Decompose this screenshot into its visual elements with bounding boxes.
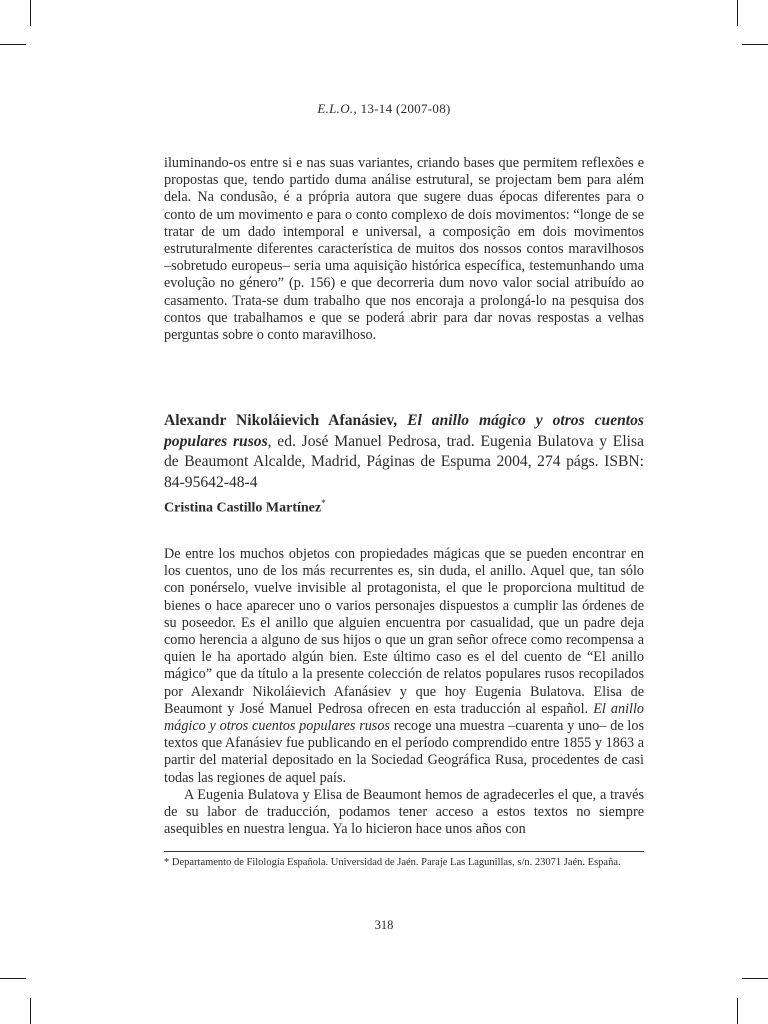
body-paragraph-1 — [164, 546, 644, 787]
crop-mark — [30, 0, 31, 26]
journal-issue: , 13-14 (2007-08) — [353, 101, 451, 116]
crop-mark — [30, 998, 31, 1024]
body-p1-end: recoge una muestra –cuarenta y uno– de los textos que Afanásiev fue publicando en el período comprendido entre 1855 y 1863 a partir del material depositado en la Sociedad Geográfica Rusa, procedentes de casi todas las regiones de aquel país. — [164, 718, 644, 786]
review-body — [164, 546, 644, 838]
reviewer-name-text: Cristina Castillo Martínez — [164, 500, 322, 516]
crop-mark — [737, 0, 738, 26]
review-details: , ed. José Manuel Pedrosa, trad. Eugenia Bulatova y Elisa de Beaumont Alcalde, Madrid, Páginas de Espuma 2004, 274 págs. ISBN: 84-95642-48-4 — [164, 432, 644, 491]
crop-mark — [742, 44, 768, 45]
body-paragraph-2: A Eugenia Bulatova y Elisa de Beaumont hemos de agradecerles el que, a través de su labor de traducción, podamos tener acceso a estos textos no siempre asequibles en nuestra lengua. Ya lo hicieron hace unos años con — [164, 786, 644, 838]
reviewer-block — [164, 498, 644, 517]
body-p1-italic-title: El anillo mágico y otros cuentos populares rusos — [164, 700, 645, 735]
continuation-paragraph: iluminando-os entre si e nas suas variantes, criando bases que permitem reflexões e propostas que, tendo partido duma análise estrutural, se projectam bem para além dela. Na condusão, é a própria autora que sugere duas épocas diferentes para o conto de um movimento e para o conto complexo de dois movimentos: “longe de se tratar de um dado intemporal e universal, a composição em dois movimentos estruturalmente diferentes característica de muitos dos nossos contos maravilhosos –sobretudo europeus– seria uma aquisição histórica específica, testemunhando uma evolução no género” (p. 156) e que decorreria dum novo valor social atribuído ao casamento. Trata-se dum trabalho que nos encoraja a prolongá-lo na pesquisa dos contos que trabalhamos e que se poderá abrir para dar novas respostas a velhas perguntas sobre o conto maravilhoso. — [164, 155, 644, 344]
crop-mark — [737, 998, 738, 1024]
reviewer-footnote-mark: * — [321, 498, 326, 508]
page-number: 318 — [374, 918, 394, 932]
crop-mark — [742, 978, 768, 979]
review-citation — [164, 411, 644, 493]
continuation-block — [164, 155, 644, 344]
journal-abbrev: E.L.O. — [317, 101, 354, 116]
crop-mark — [0, 978, 26, 979]
footnote: * Departamento de Filología Española. Universidad de Jaén. Paraje Las Lagunillas, s/n. 23071 Jaén. España. — [164, 857, 621, 868]
running-head — [0, 101, 768, 117]
reviewer-name — [164, 498, 644, 517]
footnote-rule — [164, 851, 644, 852]
crop-mark — [0, 44, 26, 45]
review-header — [164, 411, 644, 493]
review-book-title: El anillo mágico y otros cuentos populares rusos — [164, 412, 644, 450]
review-author: Alexandr Nikoláievich Afanásiev, — [164, 412, 398, 429]
body-p1-start: De entre los muchos objetos con propiedades mágicas que se pueden encontrar en los cuentos, uno de los más recurrentes es, sin duda, el anillo. Aquel que, tan sólo con ponérselo, vuelve invisible al protagonista, el que le proporciona multitud de bienes o hace aparecer uno o varios personajes dispuestos a cumplir las órdenes de su poseedor. Es el anillo que alguien encuentra por casualidad, que un padre deja como herencia a alguno de sus hijos o que un gran señor ofrece como recompensa a quien le ha aportado algún bien. Este último caso es el del cuento de “El anillo mágico” que da título a la presente colección de relatos populares rusos recopilados por Alexandr Nikoláievich Afanásiev y que hoy Eugenia Bulatova. Elisa de Beaumont y José Manuel Pedrosa ofrecen en esta traducción al español. — [164, 546, 644, 717]
